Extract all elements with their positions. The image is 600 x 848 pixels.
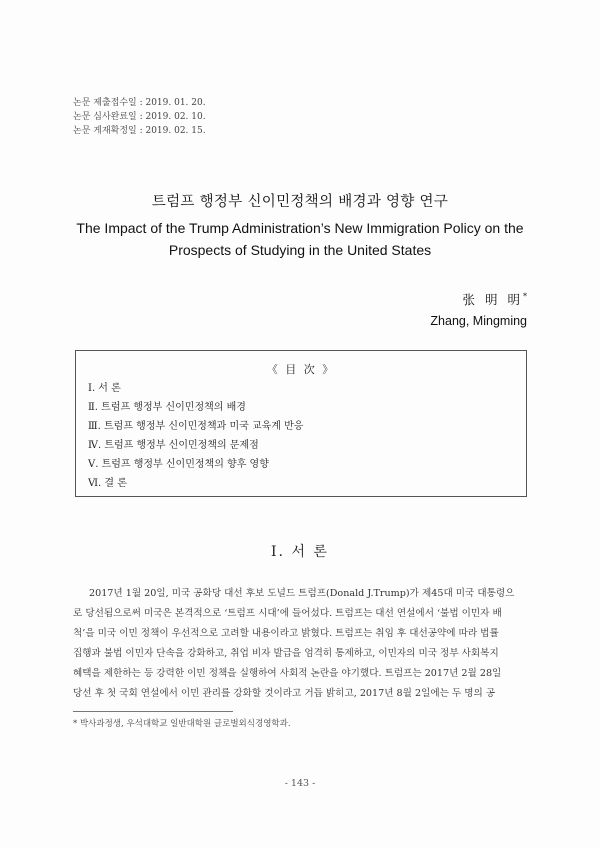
toc-item-5: Ⅴ. 트럼프 행정부 신이민정책의 향후 영향: [88, 459, 269, 470]
title-english-line2: Prospects of Studying in the United States: [168, 242, 432, 258]
toc-item-1: Ⅰ. 서 론: [88, 383, 121, 394]
author-footnote-marker: *: [523, 291, 527, 301]
author-chinese-text: 张 明 明: [462, 292, 523, 307]
toc-item-4: Ⅳ. 트럼프 행정부 신이민정책의 문제점: [88, 440, 259, 451]
body-line: 혜택을 제한하는 등 강력한 이민 정책을 실행하여 사회적 논란을 야기했다. 트럼프는 2017년 2월 28일: [73, 668, 502, 679]
body-paragraph: [73, 584, 527, 704]
date-submitted: 논문 제출접수일 : 2019. 01. 20.: [73, 98, 206, 108]
toc-item-3: Ⅲ. 트럼프 행정부 신이민정책과 미국 교육계 반응: [88, 421, 304, 432]
body-line: 당선 후 첫 국회 연설에서 이민 관리를 강화할 것이라고 거듭 밝히고, 2017년 8월 2일에는 두 명의 공: [73, 688, 496, 699]
footnote: * 박사과정생, 우석대학교 일반대학원 글로벌외식경영학과.: [73, 719, 291, 729]
title-english: [0, 217, 600, 261]
toc-heading: 《 目 次 》: [266, 363, 336, 376]
toc-item-2: Ⅱ. 트럼프 행정부 신이민정책의 배경: [88, 402, 246, 413]
author-english-name: Zhang, Mingming: [430, 314, 527, 328]
body-line: 척’을 미국 이민 정책이 우선적으로 고려할 내용이라고 밝혔다. 트럼프는 취임 후 대선공약에 따라 법률: [73, 628, 499, 639]
title-korean: 트럼프 행정부 신이민정책의 배경과 영향 연구: [151, 194, 449, 210]
page-number: - 143 -: [284, 778, 316, 789]
body-line: 2017년 1월 20일, 미국 공화당 대선 후보 도널드 트럼프(Donald J.Trump)가 제45대 미국 대통령으: [89, 588, 515, 599]
author-chinese-name: [430, 290, 527, 308]
toc-item-6: Ⅵ. 결 론: [88, 478, 127, 489]
table-of-contents: [75, 350, 527, 497]
date-accepted: 논문 게재확정일 : 2019. 02. 15.: [73, 126, 206, 136]
body-line: 로 당선됨으로써 미국은 본격적으로 ‘트럼프 시대’에 들어섰다. 트럼프는 대선 연설에서 ‘불법 이민자 배: [73, 608, 502, 619]
submission-dates: [73, 96, 206, 138]
date-reviewed: 논문 심사완료일 : 2019. 02. 10.: [73, 112, 206, 122]
title-english-line1: The Impact of the Trump Administration’s New Immigration Policy on the: [76, 220, 524, 236]
section-heading: Ⅰ. 서 론: [271, 544, 329, 560]
body-line: 집행과 불법 이민자 단속을 강화하고, 취업 비자 발급을 엄격히 통제하고, 이민자의 미국 정부 사회복지: [73, 648, 499, 659]
footnote-divider: [73, 711, 233, 712]
toc-list: [88, 379, 303, 493]
author-block: [430, 290, 527, 328]
